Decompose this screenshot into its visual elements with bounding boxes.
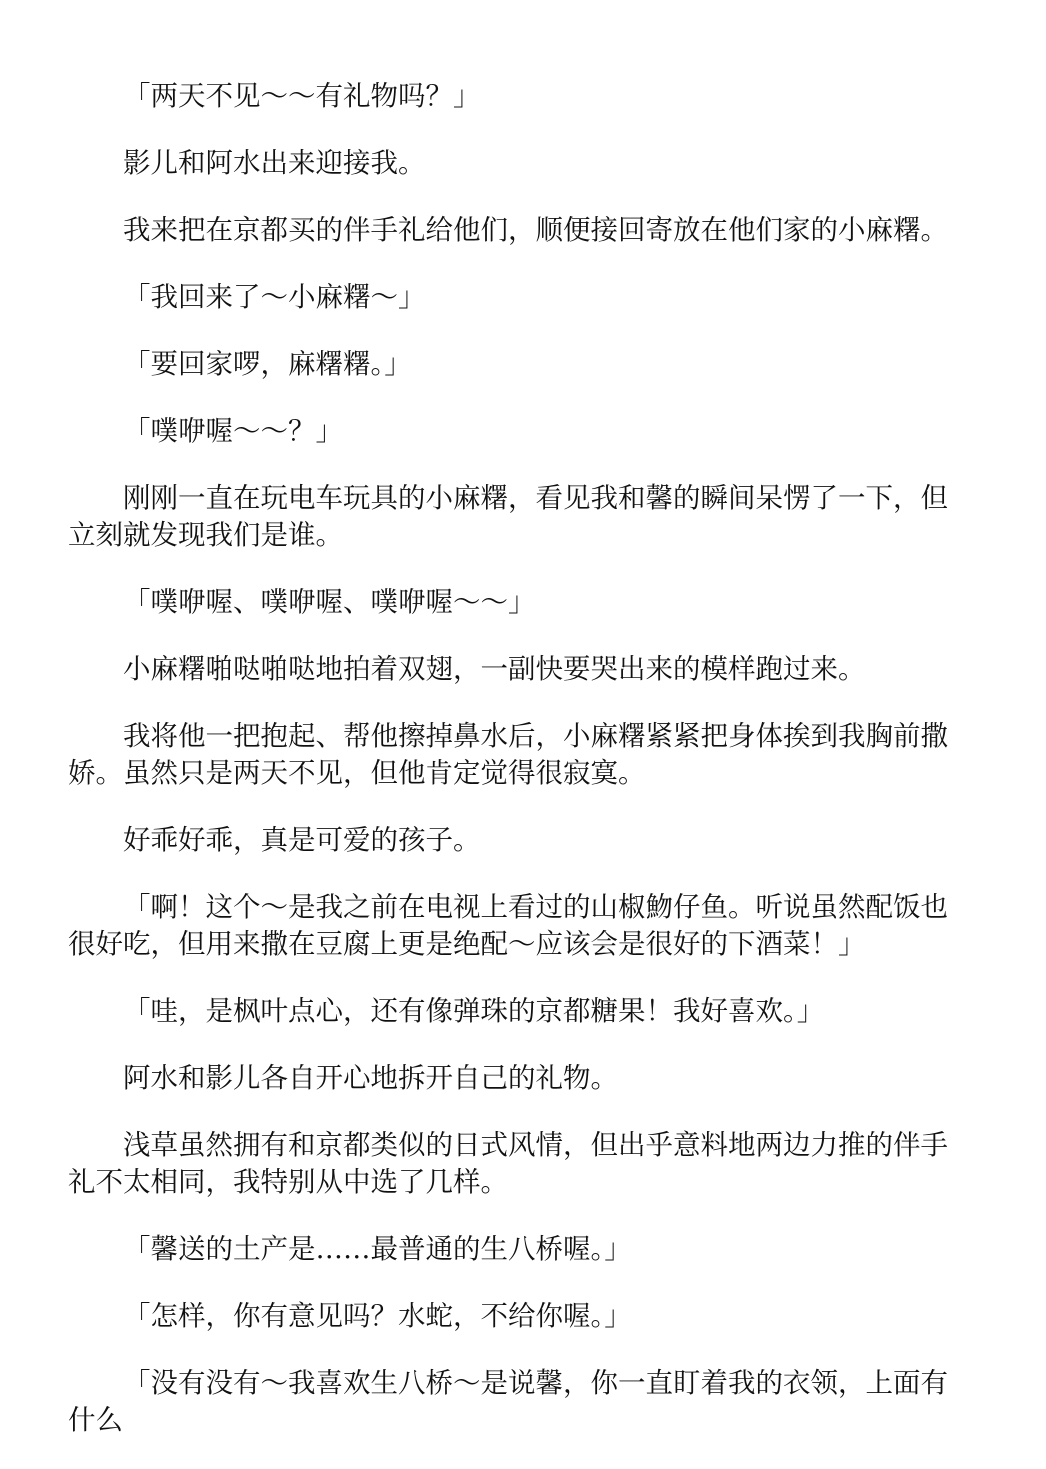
paragraph: 「没有没有～我喜欢生八桥～是说馨，你一直盯着我的衣领，上面有什么 bbox=[68, 1367, 948, 1436]
paragraph: 浅草虽然拥有和京都类似的日式风情，但出乎意料地两边力推的伴手礼不太相同，我特别从中选了几样。 bbox=[68, 1129, 948, 1198]
paragraph: 「噗咿喔、噗咿喔、噗咿喔～～」 bbox=[123, 586, 536, 618]
paragraph: 我来把在京都买的伴手礼给他们，顺便接回寄放在他们家的小麻糬。 bbox=[123, 214, 948, 246]
text-column bbox=[68, 78, 974, 1469]
paragraph: 「怎样，你有意见吗？水蛇，不给你喔。」 bbox=[123, 1300, 632, 1332]
paragraph: 「两天不见～～有礼物吗？」 bbox=[123, 80, 481, 112]
paragraph: 「噗咿喔～～？」 bbox=[123, 415, 343, 447]
paragraph: 阿水和影儿各自开心地拆开自己的礼物。 bbox=[123, 1062, 618, 1094]
paragraph: 小麻糬啪哒啪哒地拍着双翅，一副快要哭出来的模样跑过来。 bbox=[123, 653, 866, 685]
paragraph: 「馨送的土产是……最普通的生八桥喔。」 bbox=[123, 1233, 632, 1265]
paragraph: 「啊！这个～是我之前在电视上看过的山椒魩仔鱼。听说虽然配饭也很好吃，但用来撒在豆腐上更是绝配～应该会是很好的下酒菜！」 bbox=[68, 891, 948, 960]
paragraph: 「我回来了～小麻糬～」 bbox=[123, 281, 426, 313]
paragraph: 影儿和阿水出来迎接我。 bbox=[123, 147, 426, 179]
paragraph: 「哇，是枫叶点心，还有像弹珠的京都糖果！我好喜欢。」 bbox=[123, 995, 825, 1027]
paragraph: 「要回家啰，麻糬糬。」 bbox=[123, 348, 412, 380]
paragraph: 我将他一把抱起、帮他擦掉鼻水后，小麻糬紧紧把身体挨到我胸前撒娇。虽然只是两天不见，但他肯定觉得很寂寞。 bbox=[68, 720, 948, 789]
paragraph: 好乖好乖，真是可爱的孩子。 bbox=[123, 824, 481, 856]
paragraph: 刚刚一直在玩电车玩具的小麻糬，看见我和馨的瞬间呆愣了一下，但立刻就发现我们是谁。 bbox=[68, 482, 948, 551]
